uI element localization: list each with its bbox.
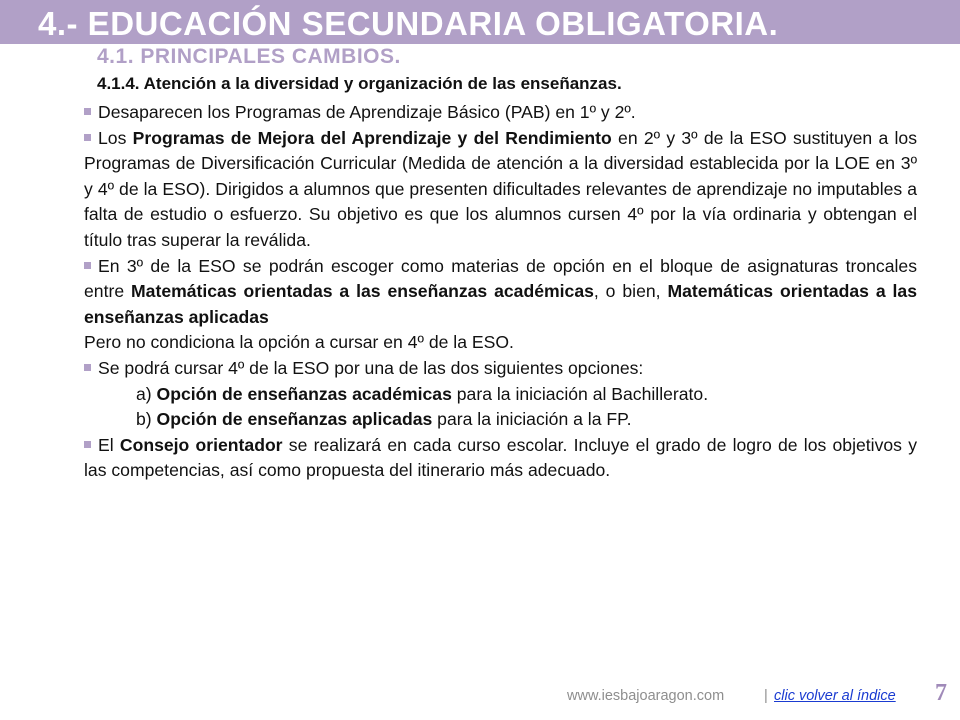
item-text: en 2º y 3º de la ESO sustituyen a los Programas de Diversificación Curricular (Medida de atención a la diversidad establecida por la LOE en 3º y 4º de la ESO). Dirigidos a alumnos que presenten dificultades relevantes de aprendizaje no imputables a falta de estudio o esfuerzo. Su objetivo es que los alumnos cursen 4º por la vía ordinaria y obtengan el título tras superar la reválida. — [84, 127, 917, 250]
title-bar — [0, 0, 960, 44]
square-bullet-icon — [84, 364, 91, 371]
slide-content — [84, 100, 917, 484]
item-text: Se podrá cursar 4º de la ESO por una de las dos siguientes opciones: — [98, 357, 644, 378]
item-text: Los — [98, 127, 133, 148]
item-text: se realizará en cada curso escolar. Incluye el grado de logro de los objetivos y las competencias, así como propuesta del itinerario más adecuado. — [84, 434, 917, 481]
item-bold-text: Programas de Mejora del Aprendizaje y del Rendimiento — [132, 127, 612, 148]
paragraph-note: Pero no condiciona la opción a cursar en 4º de la ESO. — [84, 332, 514, 353]
slide-subtitle: 4.1. PRINCIPALES CAMBIOS. — [97, 45, 401, 68]
section-heading: 4.1.4. Atención a la diversidad y organización de las enseñanzas. — [97, 74, 622, 93]
item-bold-text: Matemáticas orientadas a las enseñanzas académicas — [131, 281, 594, 302]
square-bullet-icon — [84, 262, 91, 269]
option-prefix: b) — [136, 409, 157, 430]
item-text: El — [98, 434, 120, 455]
square-bullet-icon — [84, 108, 91, 115]
page-number: 7 — [935, 680, 947, 706]
square-bullet-icon — [84, 134, 91, 141]
list-item-mathematics — [84, 254, 917, 331]
item-bold-text: Consejo orientador — [119, 434, 283, 455]
option-a — [84, 382, 917, 408]
item-text: para la iniciación a la FP. — [432, 409, 632, 430]
item-text: , o bien, — [593, 281, 668, 302]
slide-title: 4.- EDUCACIÓN SECUNDARIA OBLIGATORIA. — [38, 5, 779, 42]
footer-separator: | — [764, 688, 768, 704]
footer-url: www.iesbajoaragon.com — [567, 688, 725, 704]
item-text: Desaparecen los Programas de Aprendizaje Básico (PAB) en 1º y 2º. — [98, 102, 636, 122]
item-text: para la iniciación al Bachillerato. — [451, 383, 709, 404]
back-to-index-link[interactable]: clic volver al índice — [774, 688, 896, 704]
item-bold-text: Matemáticas orientadas a las enseñanzas aplicadas — [84, 281, 917, 327]
item-bold-text: Opción de enseñanzas aplicadas — [156, 409, 433, 430]
list-item-options — [84, 356, 917, 382]
list-item-pab — [84, 100, 917, 126]
list-item-consejo — [84, 433, 917, 484]
list-item-pmar — [84, 126, 917, 254]
item-text: En 3º de la ESO se podrán escoger como materias de opción en el bloque de asignaturas troncales entre — [84, 255, 917, 302]
option-b — [84, 407, 917, 433]
option-prefix: a) — [136, 383, 157, 404]
item-bold-text: Opción de enseñanzas académicas — [156, 383, 452, 404]
square-bullet-icon — [84, 441, 91, 448]
